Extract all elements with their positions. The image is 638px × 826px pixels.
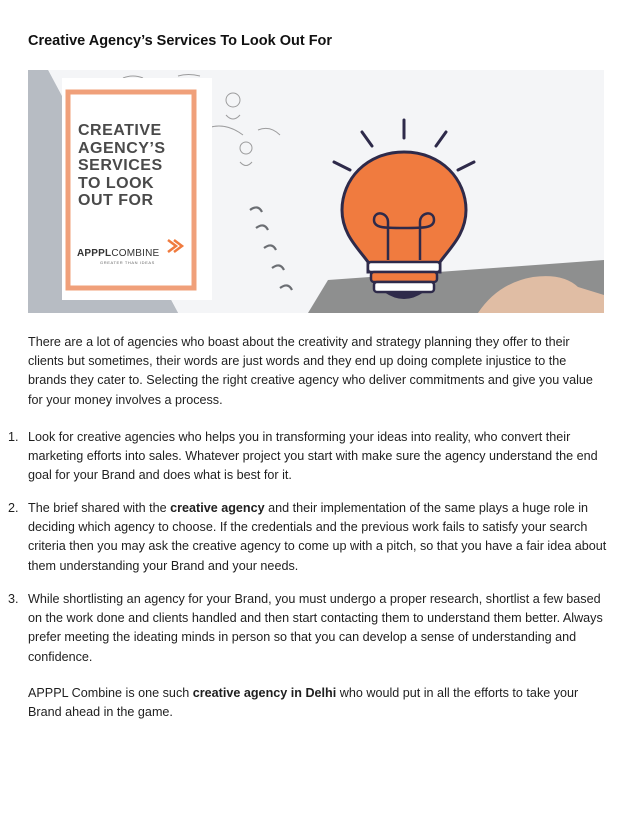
list-number: 1. xyxy=(8,430,19,444)
list-text-after: and their implementation of the same plays a huge role in deciding which agency to choose. If the credentials and the previous work fails to satisfy your search criteria then you may ask the creative agency to come up with a pitch, so that you have a fair idea about them understanding your Brand and your needs. xyxy=(28,501,607,573)
list-text-before: The brief shared with the xyxy=(28,501,171,515)
cover-title: CREATIVE AGENCY’S SERVICES TO LOOK OUT FOR xyxy=(78,122,166,209)
closing-bold-text: creative agency in Delhi xyxy=(192,686,337,700)
list-number: 2. xyxy=(8,501,19,515)
intro-paragraph: There are a lot of agencies who boast about the creativity and strategy planning they offer to their clients but sometimes, their words are just words and they end up doing complete injustice to the brands they cater to. Selecting the right creative agency who deliver commitments and give you value for your money involves a process. xyxy=(28,335,593,407)
cover-brand: APPPLCOMBINE xyxy=(77,248,160,259)
list-text: While shortlisting an agency for your Brand, you must undergo a proper research, shortlist a few based on the work done and clients handled and then start contacting them to understand them better. Always prefer meeting the ideating minds in person so that you can develop a sense of understanding and confidence. xyxy=(28,592,603,664)
hero-image xyxy=(28,70,604,313)
list-item-1 xyxy=(8,428,608,486)
list-item-3 xyxy=(8,590,608,667)
closing-text-after: who would put in all the efforts to take your Brand ahead in the game. xyxy=(28,686,579,720)
bold-link-text: creative agency xyxy=(170,501,265,515)
list-number: 3. xyxy=(8,592,19,606)
closing-text-before: APPPL Combine is one such xyxy=(28,686,193,700)
closing-paragraph xyxy=(28,684,608,722)
list-item-2 xyxy=(8,499,608,576)
cover-tagline: GREATER THAN IDEAS xyxy=(100,260,155,265)
page-title: Creative Agency’s Services To Look Out For xyxy=(28,33,333,49)
list-text: Look for creative agencies who helps you in transforming your ideas into reality, who convert their marketing efforts into sales. Whatever project you start with make sure the agency understand the end goal for your Brand and does what is best for it. xyxy=(28,430,598,483)
